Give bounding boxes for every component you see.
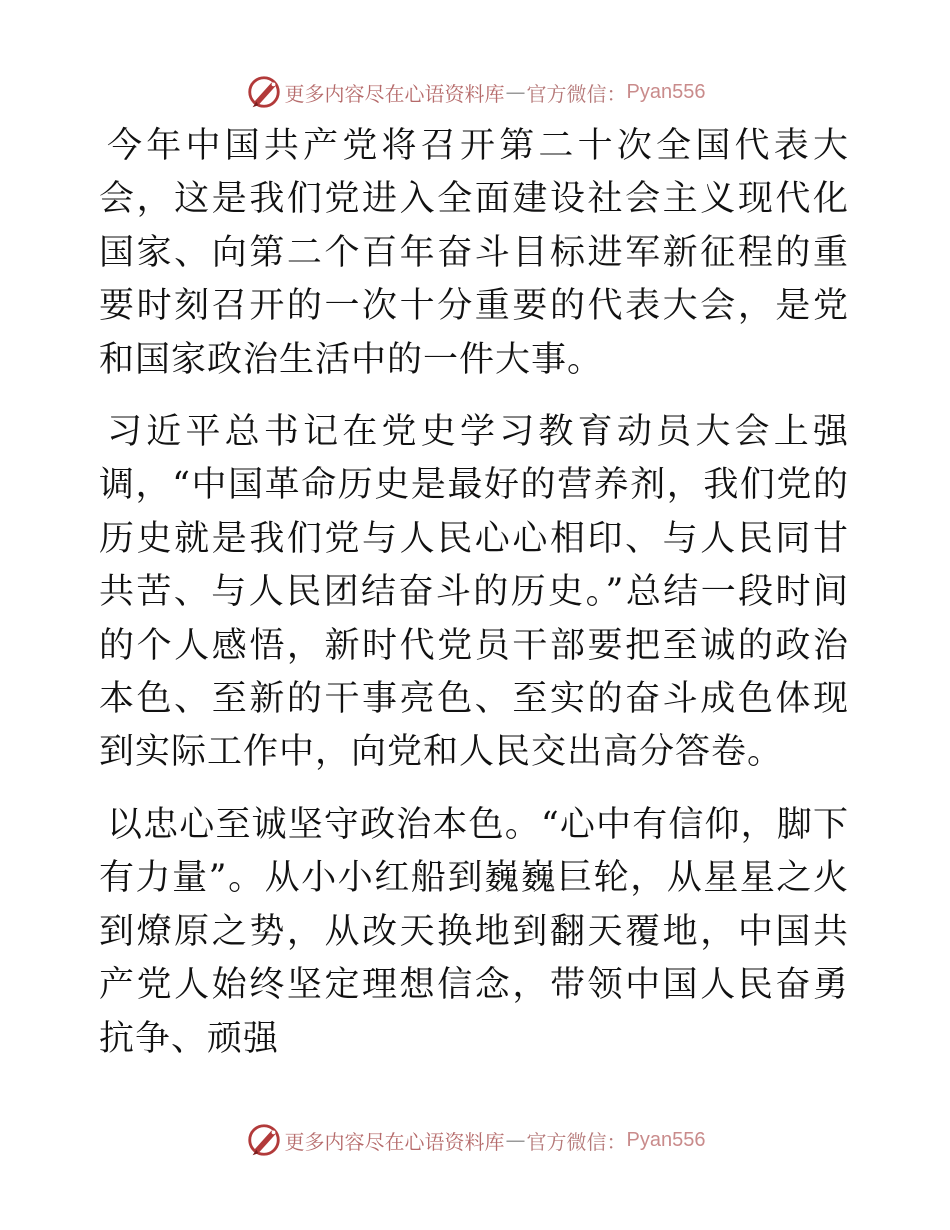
footer-slogan: 更多内容尽在心语资料库: [284, 1129, 505, 1154]
pen-logo-icon: [245, 1121, 283, 1159]
footer-official-label: 官方微信：: [526, 1129, 627, 1154]
header-official-label: 官方微信：: [526, 81, 627, 106]
paragraph-1: 今年中国共产党将召开第二十次全国代表大会，这是我们党进入全面建设社会主义现代化国家、向第二个百年奋斗目标进军新征程的重要时刻召开的一次十分重要的代表大会，是党和国家政治生活中的一件大事。: [99, 126, 849, 380]
header-banner: [0, 72, 950, 112]
footer-separator: —: [505, 1128, 526, 1152]
paragraph-3: 以忠心至诚坚守政治本色。“心中有信仰，脚下有力量”。从小小红船到巍巍巨轮，从星星之火到燎原之势，从改天换地到翻天覆地，中国共产党人始终坚定理想信念，带领中国人民奋勇抗争、顽强: [99, 804, 849, 1059]
footer-wechat-id: Pyan556: [626, 1128, 706, 1151]
pen-logo-icon: [245, 73, 283, 111]
header-slogan: 更多内容尽在心语资料库: [284, 81, 505, 106]
header-separator: —: [505, 80, 526, 104]
header-wechat-id: Pyan556: [626, 80, 706, 103]
footer-banner: [0, 1120, 950, 1160]
paragraph-2: 习近平总书记在党史学习教育动员大会上强调，“中国革命历史是最好的营养剂，我们党的历史就是我们党与人民心心相印、与人民同甘共苦、与人民团结奋斗的历史。”总结一段时间的个人感悟，新时代党员干部要把至诚的政治本色、至新的干事亮色、至实的奋斗成色体现到实际工作中，向党和人民交出高分答卷。: [99, 412, 849, 773]
document-body: [99, 120, 849, 1066]
